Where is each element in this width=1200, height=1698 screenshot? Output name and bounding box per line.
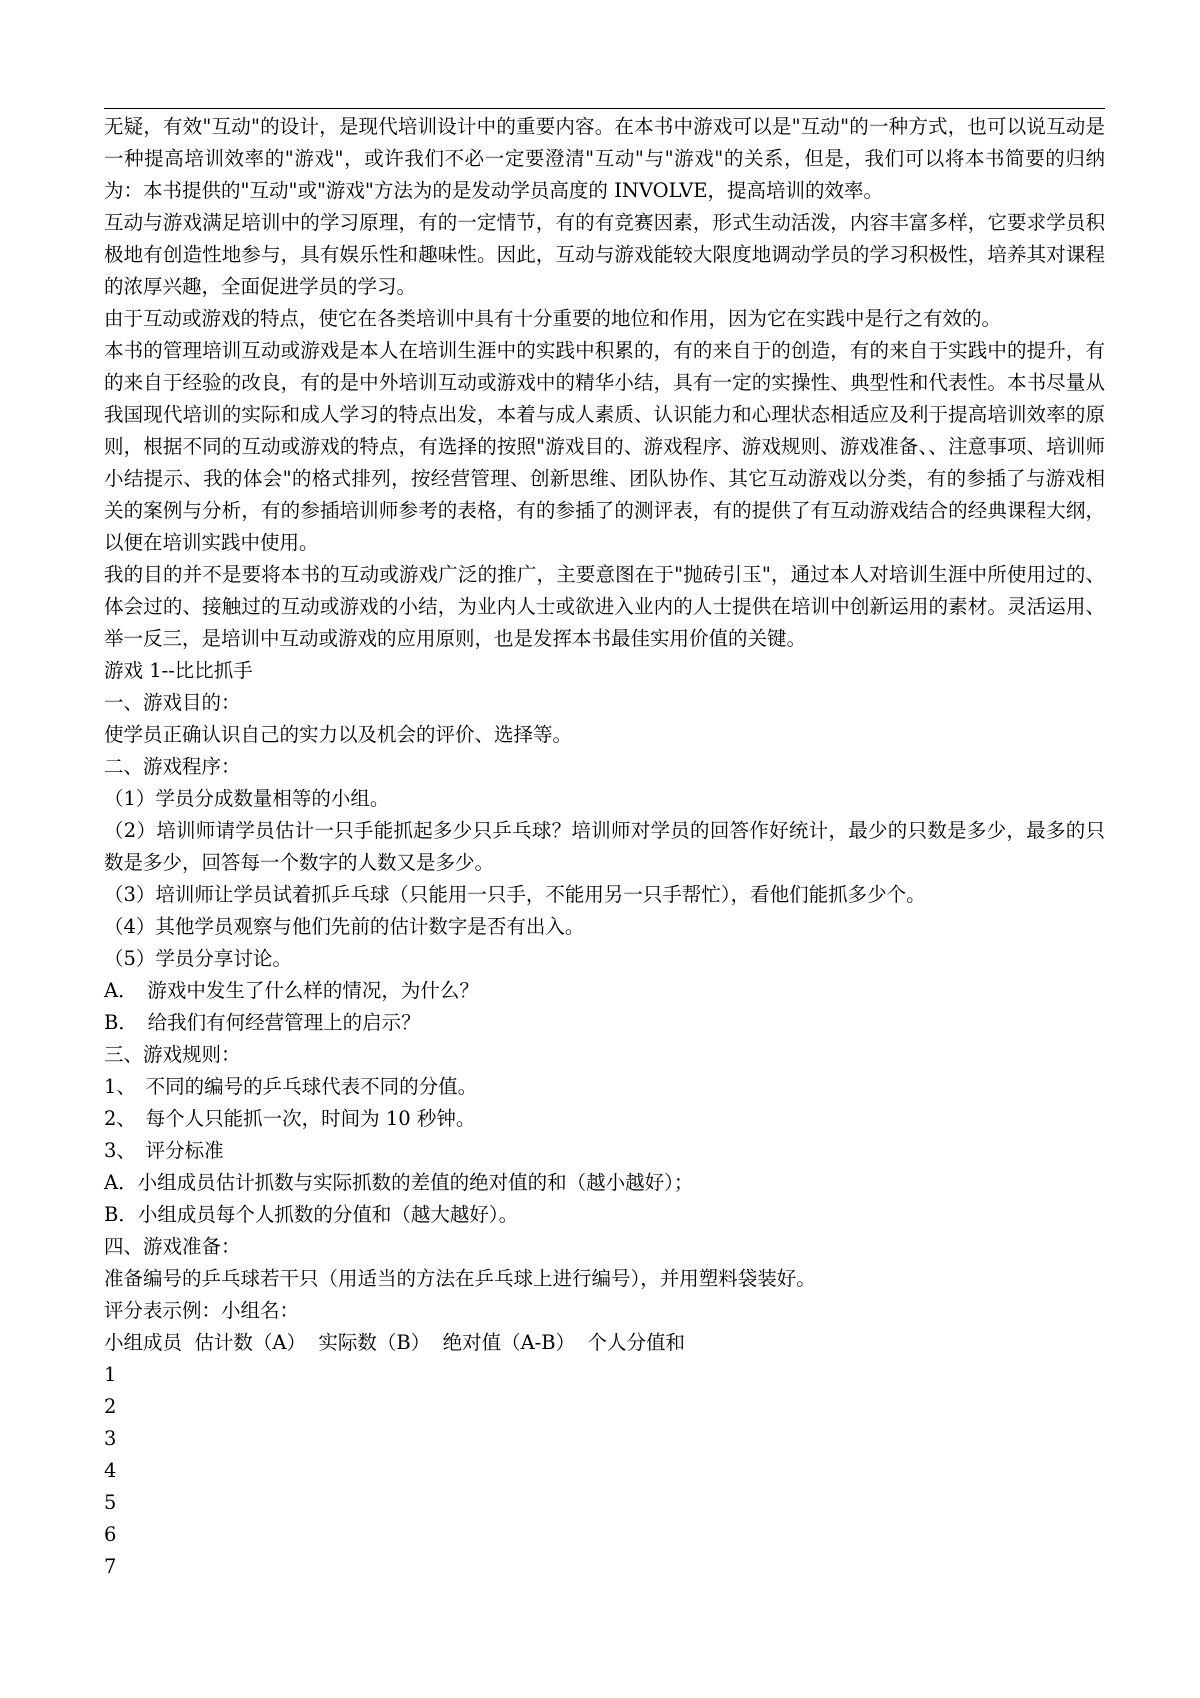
intro-paragraph-1: 无疑，有效"互动"的设计，是现代培训设计中的重要内容。在本书中游戏可以是"互动"的一种方式，也可以说互动是一种提高培训效率的"游戏"，或许我们不必一定要澄清"互动"与"游戏"的关系，但是，我们可以将本书简要的归纳为：本书提供的"互动"或"游戏"方法为的是发动学员高度的 INVOLVE，提高培训的效率。 xyxy=(104,115,1105,202)
intro-paragraph-4: 本书的管理培训互动或游戏是本人在培训生涯中的实践中积累的，有的来自于的创造，有的来自于实践中的提升，有的来自于经验的改良，有的是中外培训互动或游戏中的精华小结，具有一定的实操性、典型性和代表性。本书尽量从我国现代培训的实际和成人学习的特点出发，本着与成人素质、认识能力和心理状态相适应及利于提高培训效率的原则，根据不同的互动或游戏的特点，有选择的按照"游戏目的、游戏程序、游戏规则、游戏准备、、注意事项、培训师小结提示、我的体会"的格式排列，按经营管理、创新思维、团队协作、其它互动游戏以分类，有的参插了与游戏相关的案例与分析，有的参插培训师参考的表格，有的参插了的测评表，有的提供了有互动游戏结合的经典课程大纲，以便在培训实践中使用。 xyxy=(104,339,1105,554)
rules-heading: 三、游戏规则： xyxy=(104,1043,241,1066)
intro-paragraph-5: 我的目的并不是要将本书的互动或游戏广泛的推广，主要意图在于"抛砖引玉"，通过本人对培训生涯中所使用过的、体会过的、接触过的互动或游戏的小结，为业内人士或欲进入业内的人士提供在培训中创新运用的素材。灵活运用、举一反三，是培训中互动或游戏的应用原则，也是发挥本书最佳实用价值的关键。 xyxy=(104,563,1105,650)
score-table-row: 2 xyxy=(104,1395,117,1418)
score-table-row: 3 xyxy=(104,1427,117,1450)
discussion-question: A． 游戏中发生了什么样的情况，为什么？ xyxy=(104,979,479,1002)
score-table-row: 6 xyxy=(104,1523,117,1546)
procedure-heading: 二、游戏程序： xyxy=(104,755,241,778)
score-table-row: 5 xyxy=(104,1491,117,1514)
game-title: 游戏 1--比比抓手 xyxy=(104,659,253,682)
rule-item: 2、 每个人只能抓一次，时间为 10 秒钟。 xyxy=(104,1107,476,1130)
score-table-caption: 评分表示例：小组名： xyxy=(104,1299,300,1322)
score-table-header: 小组成员 估计数（A） 实际数（B） 绝对值（A-B） 个人分值和 xyxy=(104,1331,686,1354)
document-body xyxy=(104,111,1105,1583)
rule-item: 3、 评分标准 xyxy=(104,1139,224,1162)
scoring-criterion: A．小组成员估计抓数与实际抓数的差值的绝对值的和（越小越好）； xyxy=(104,1171,694,1194)
discussion-question: B． 给我们有何经营管理上的启示？ xyxy=(104,1011,421,1034)
prep-heading: 四、游戏准备： xyxy=(104,1235,241,1258)
procedure-step: （2）培训师请学员估计一只手能抓起多少只乒乓球？培训师对学员的回答作好统计，最少的只数是多少，最多的只数是多少，回答每一个数字的人数又是多少。 xyxy=(104,819,1105,874)
procedure-step: （5）学员分享讨论。 xyxy=(104,947,292,970)
procedure-step: （3）培训师让学员试着抓乒乓球（只能用一只手，不能用另一只手帮忙），看他们能抓多少个。 xyxy=(104,883,926,906)
purpose-text: 使学员正确认识自己的实力以及机会的评价、选择等。 xyxy=(104,723,573,746)
procedure-step: （4）其他学员观察与他们先前的估计数字是否有出入。 xyxy=(104,915,585,938)
intro-paragraph-2: 互动与游戏满足培训中的学习原理，有的一定情节，有的有竞赛因素，形式生动活泼，内容丰富多样，它要求学员积极地有创造性地参与，具有娱乐性和趣味性。因此，互动与游戏能较大限度地调动学员的学习积极性，培养其对课程的浓厚兴趣，全面促进学员的学习。 xyxy=(104,211,1105,298)
header-rule xyxy=(104,108,1105,109)
scoring-criterion: B．小组成员每个人抓数的分值和（越大越好）。 xyxy=(104,1203,519,1226)
purpose-heading: 一、游戏目的： xyxy=(104,691,241,714)
score-table-row: 7 xyxy=(104,1555,117,1578)
score-table-row: 1 xyxy=(104,1363,117,1386)
intro-paragraph-3: 由于互动或游戏的特点，使它在各类培训中具有十分重要的地位和作用，因为它在实践中是行之有效的。 xyxy=(104,307,1002,330)
rule-item: 1、 不同的编号的乒乓球代表不同的分值。 xyxy=(104,1075,478,1098)
prep-text: 准备编号的乒乓球若干只（用适当的方法在乒乓球上进行编号），并用塑料袋装好。 xyxy=(104,1267,816,1290)
score-table-row: 4 xyxy=(104,1459,117,1482)
procedure-step: （1）学员分成数量相等的小组。 xyxy=(104,787,390,810)
